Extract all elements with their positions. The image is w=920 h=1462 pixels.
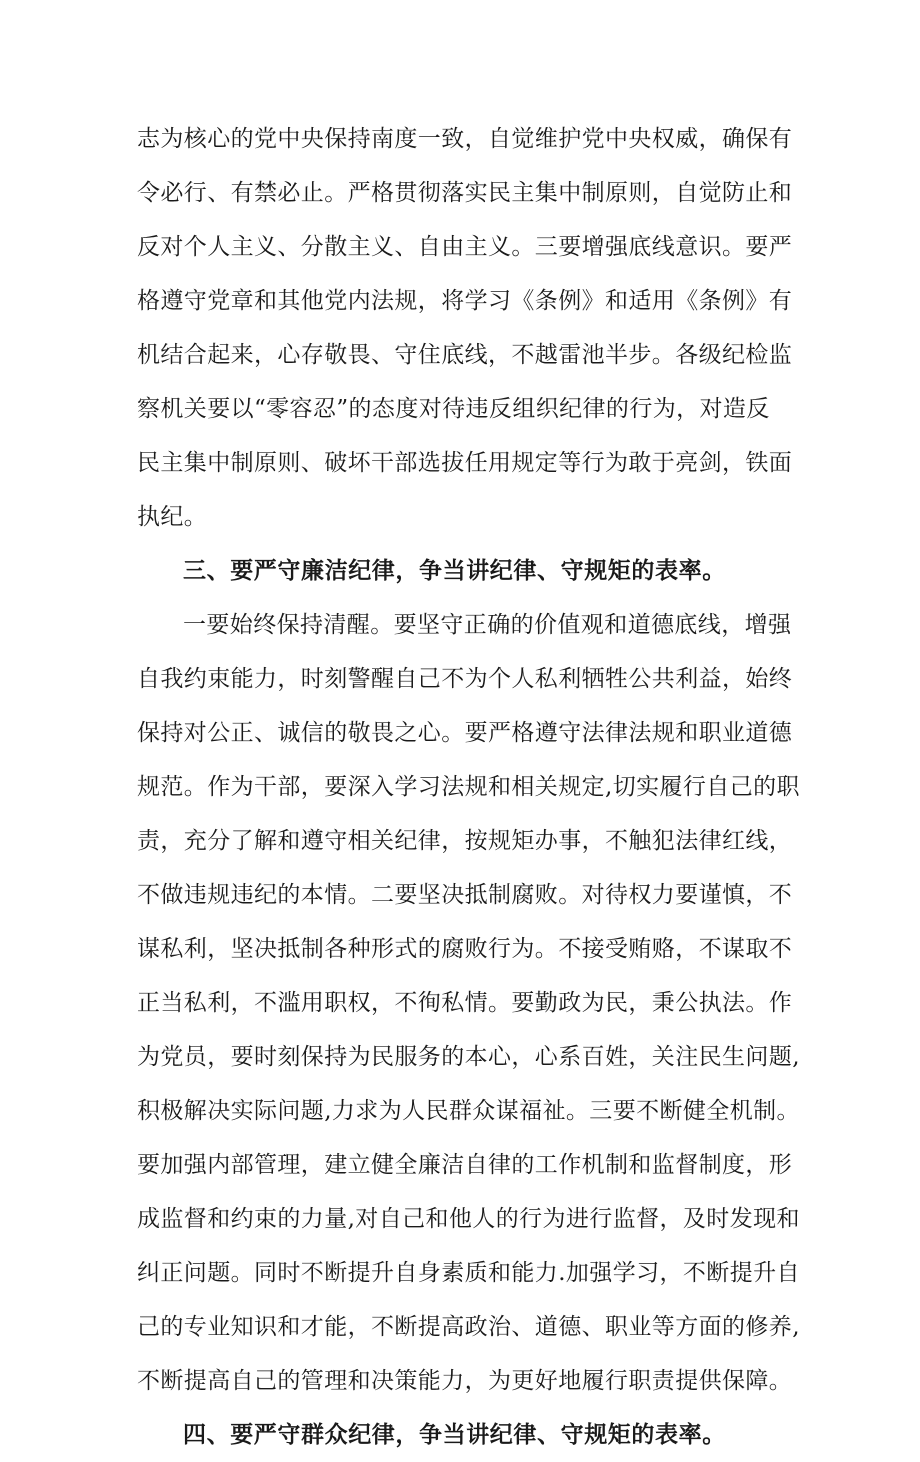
paragraph-line: 为党员，要时刻保持为民服务的本心，心系百姓，关注民生问题, [137, 1044, 800, 1070]
paragraph-line: 民主集中制原则、破坏干部选拔任用规定等行为敢于亮剑，铁面 [137, 450, 793, 476]
paragraph-line: 令必行、有禁必止。严格贯彻落实民主集中制原则，自觉防止和 [137, 180, 793, 206]
paragraph-line: 自我约束能力，时刻警醒自己不为个人私利牺牲公共利益，始终 [137, 666, 793, 692]
paragraph-line: 规范。作为干部，要深入学习法规和相关规定,切实履行自己的职 [137, 774, 800, 800]
section-heading-4: 四、要严守群众纪律，争当讲纪律、守规矩的表率。 [183, 1422, 726, 1448]
paragraph-line: 成监督和约束的力量,对自己和他人的行为进行监督，及时发现和 [137, 1206, 800, 1232]
paragraph-line: 积极解决实际问题,力求为人民群众谋福祉。三要不断健全机制。 [137, 1098, 800, 1124]
paragraph-line: 格遵守党章和其他党内法规，将学习《条例》和适用《条例》有 [137, 288, 793, 314]
paragraph-line: 保持对公正、诚信的敬畏之心。要严格遵守法律法规和职业道德 [137, 720, 793, 746]
section-heading-3: 三、要严守廉洁纪律，争当讲纪律、守规矩的表率。 [183, 558, 726, 584]
paragraph-line: 察机关要以“零容忍”的态度对待违反组织纪律的行为，对造反 [137, 396, 770, 422]
paragraph-line: 己的专业知识和才能，不断提高政治、道德、职业等方面的修养, [137, 1314, 800, 1340]
paragraph-line: 反对个人主义、分散主义、自由主义。三要增强底线意识。要严 [137, 234, 793, 260]
paragraph-line: 志为核心的党中央保持南度一致，自觉维护党中央权威，确保有 [137, 126, 793, 152]
paragraph-line: 要加强内部管理，建立健全廉洁自律的工作机制和监督制度，形 [137, 1152, 793, 1178]
paragraph-line: 执纪。 [137, 504, 208, 530]
paragraph-line: 正当私利，不滥用职权，不徇私情。要勤政为民，秉公执法。作 [137, 990, 793, 1016]
paragraph-line: 谋私利，坚决抵制各种形式的腐败行为。不接受贿赂，不谋取不 [137, 936, 793, 962]
paragraph-line: 机结合起来，心存敬畏、守住底线，不越雷池半步。各级纪检监 [137, 342, 793, 368]
body-text [137, 112, 800, 1462]
paragraph-line: 一要始终保持清醒。要坚守正确的价值观和道德底线，增强 [183, 612, 792, 638]
paragraph-line: 不做违规违纪的本情。二要坚决抵制腐败。对待权力要谨慎，不 [137, 882, 793, 908]
paragraph-line: 责，充分了解和遵守相关纪律，按规矩办事，不触犯法律红线， [137, 828, 793, 854]
paragraph-line: 不断提高自己的管理和决策能力，为更好地履行职责提供保障。 [137, 1368, 793, 1394]
paragraph-line: 纠正问题。同时不断提升自身素质和能力.加强学习，不断提升自 [137, 1260, 800, 1286]
